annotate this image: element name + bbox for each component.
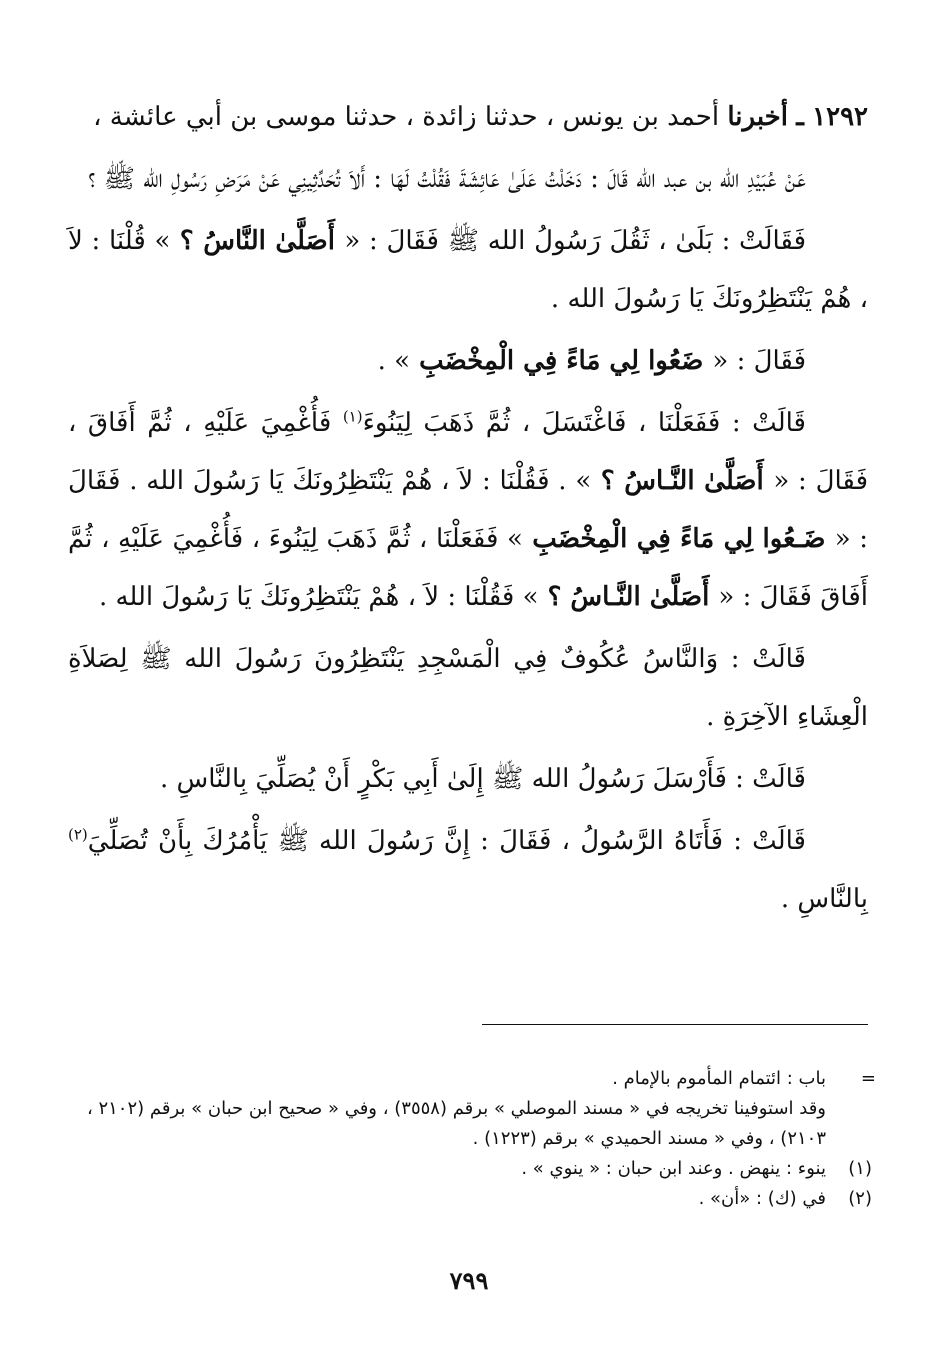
footnote-continuation-text-2: وقد استوفينا تخريجه في « مسند الموصلي » برقم (٣٥٥٨) ، وفي « صحيح ابن حبان » برقم (٢١٠٢ ، ٢١٠٣) ، وفي « مسند الحميدي » برقم (١٢٢٣) .: [86, 1098, 826, 1149]
hadith-paragraph-4: [68, 394, 868, 626]
hadith-paragraph-1: عَنْ عُبَيْدِ الله بن عبد الله قَالَ : دَخَلْتُ عَلَىٰ عَائِشَةَ فَقُلْتُ لَهَا : أَلاَ تُحَدِّثِينِي عَنْ مَرَضِ رَسُولِ الله ﷺ ؟: [88, 164, 806, 194]
paragraph-2-text-b: » قُلْنَا : لاَ ، هُمْ يَنْتَظِرُونَكَ يَا رَسُولَ الله .: [68, 226, 868, 314]
narration-verb: أخبرنا: [727, 102, 788, 132]
paragraph-4-text-b: فَأُغْمِيَ عَلَيْهِ ، ثُمَّ أَفَاقَ ، فَقَالَ : «: [68, 408, 869, 496]
footnote-ref-1: (١): [342, 407, 363, 426]
paragraph-4-text-d: » فَفَعَلْنَا ، ثُمَّ ذَهَبَ لِيَنُوءَ ، فَأُغْمِيَ عَلَيْهِ ، ثُمَّ أَفَاقَ فَقَالَ : «: [68, 524, 868, 612]
prophet-quote-water-2: ضَـعُوا لِي مَاءً فِي الْمِخْضَبِ: [522, 524, 835, 554]
footnote-1-text: ينوء : ينهض . وعند ابن حبان : « ينوي » .: [521, 1158, 826, 1179]
footnote-2: [68, 1184, 872, 1214]
footnote-divider: [482, 1024, 868, 1025]
footnote-continuation-text-1: باب : ائتمام المأموم بالإمام .: [612, 1068, 826, 1089]
hadith-paragraph-5: قَالَتْ : وَالنَّاسُ عُكُوفٌ فِي الْمَسْجِدِ يَنْتَظِرُونَ رَسُولَ الله ﷺ لِصَلاَةِ الْعِشَاءِ الآخِرَةِ .: [68, 644, 868, 732]
paragraph-4-text-e: » فَقُلْنَا : لاَ ، هُمْ يَنْتَظِرُونَكَ يَا رَسُولَ الله .: [98, 582, 539, 612]
prophet-quote-water: ضَعُوا لِي مَاءً فِي الْمِخْضَبِ: [410, 346, 713, 376]
footnote-1: [68, 1154, 872, 1184]
page-number: ٧٩٩: [449, 1266, 489, 1295]
hadith-paragraph-6: قَالَتْ : فَأَرْسَلَ رَسُولُ الله ﷺ إِلَىٰ أَبِي بَكْرٍ أَنْ يُصَلِّيَ بِالنَّاسِ .: [159, 764, 806, 794]
paragraph-4-text-c: » . فَقُلْنَا : لاَ ، هُمْ يَنْتَظِرُونَكَ يَا رَسُولَ الله . فَقَالَ : «: [68, 466, 868, 554]
footnote-continuation-marker: =: [860, 1068, 876, 1089]
hadith-paragraph-7: [68, 812, 868, 928]
prophet-quote-prayed: أَصَلَّىٰ النَّاسُ ؟: [170, 226, 345, 256]
footnote-2-marker: (٢): [848, 1188, 872, 1209]
paragraph-2-text-a: فَقَالَتْ : بَلَىٰ ، ثَقُلَ رَسُولُ الله ﷺ فَقَالَ : «: [344, 226, 806, 256]
paragraph-4-text-a: قَالَتْ : فَفَعَلْنَا ، فَاغْتَسَلَ ، ثُمَّ ذَهَبَ لِيَنُوءَ: [362, 408, 806, 438]
prophet-quote-prayed-3: أَصَلَّىٰ النَّـاسُ ؟: [538, 582, 719, 612]
paragraph-3-text-a: فَقَالَ : «: [712, 346, 806, 376]
hadith-paragraph-3: [68, 332, 868, 390]
hadith-chain-paragraph: [68, 88, 868, 146]
hadith-text: [68, 88, 868, 932]
number-dash: ـ: [796, 102, 804, 132]
isnad-chain: أحمد بن يونس ، حدثنا زائدة ، حدثنا موسى بن أبي عائشة ،: [93, 102, 720, 132]
paragraph-7-text-a: قَالَتْ : فَأَتَاهُ الرَّسُولُ ، فَقَالَ : إِنَّ رَسُولَ الله ﷺ يَأْمُرُكَ بِأَنْ تُصَلِّيَ: [87, 826, 806, 856]
paragraph-3-text-b: » .: [377, 346, 411, 376]
footnote-continuation-line-2: [68, 1094, 868, 1154]
footnote-1-marker: (١): [848, 1158, 872, 1179]
footnote-ref-2: (٢): [68, 825, 88, 844]
prophet-quote-prayed-2: أَصَلَّىٰ النَّـاسُ ؟: [591, 466, 774, 496]
footnote-continuation-line-1: [68, 1064, 876, 1094]
hadith-number: ١٢٩٢: [812, 102, 868, 132]
paragraph-7-text-b: بِالنَّاسِ .: [780, 884, 868, 914]
hadith-paragraph-2: [68, 212, 868, 328]
footnote-2-text: في (ك) : «أن» .: [698, 1188, 826, 1209]
footnotes-section: [68, 1064, 876, 1214]
